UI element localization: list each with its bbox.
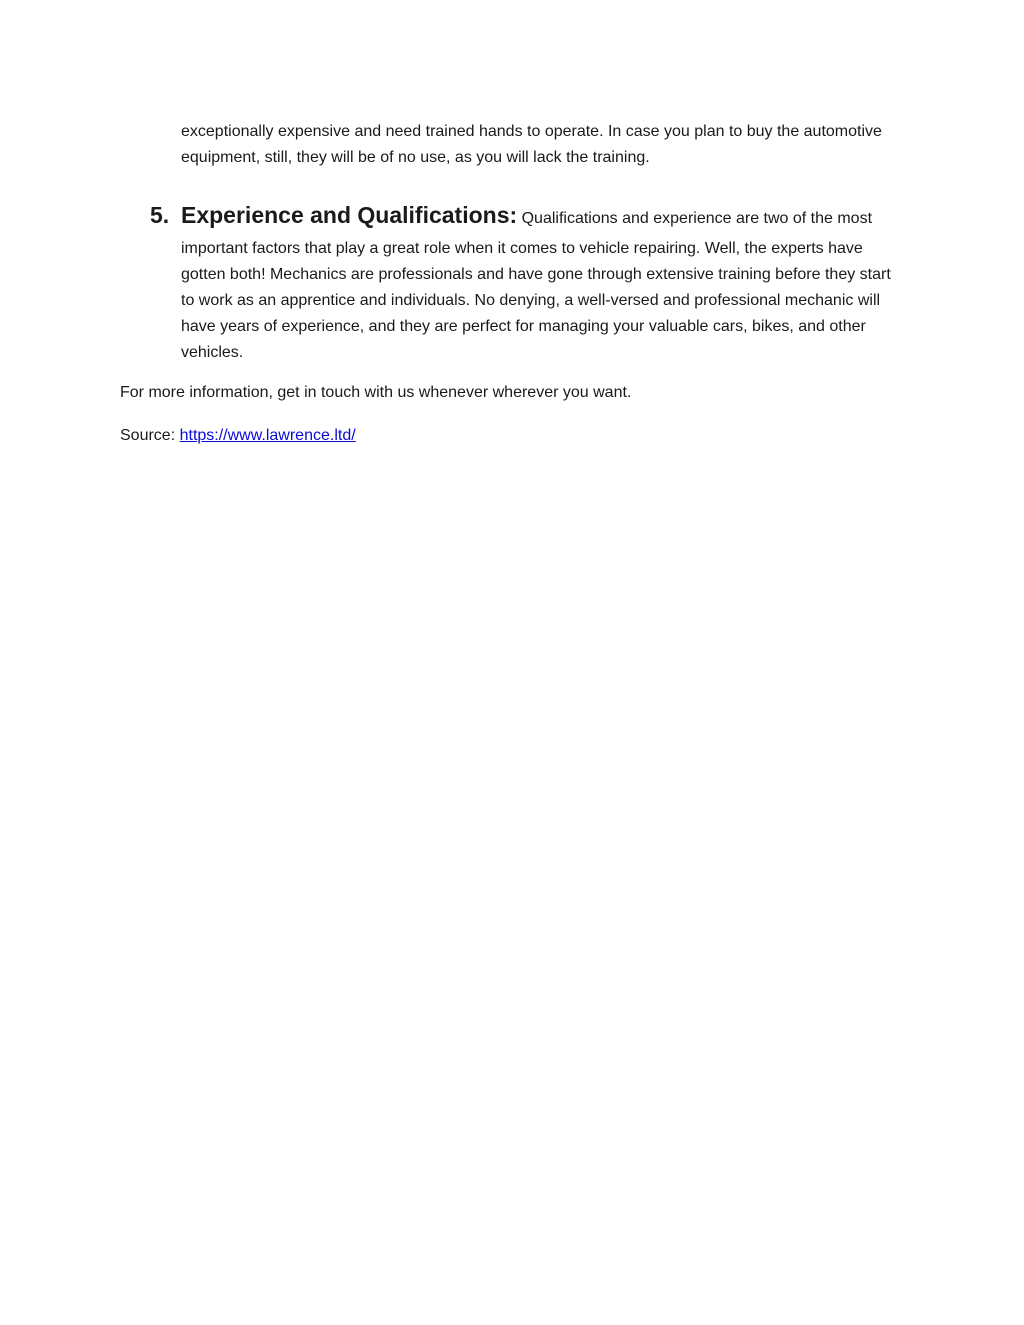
info-paragraph: For more information, get in touch with us whenever wherever you want. bbox=[120, 384, 632, 401]
list-item-first-line bbox=[181, 198, 907, 236]
section-heading: Experience and Qualifications: bbox=[181, 202, 518, 228]
source-line bbox=[120, 423, 910, 449]
source-label: Source: bbox=[120, 427, 180, 444]
list-number: 5. bbox=[150, 202, 170, 228]
continued-paragraph: exceptionally expensive and need trained hands to operate. In case you plan to buy the automotive equipment, still, they will be of no use, as you will lack the training. bbox=[181, 123, 882, 166]
list-item-text-first: Qualifications and experience are two of the most bbox=[521, 210, 873, 227]
list-item-body bbox=[181, 198, 907, 366]
list-item-text-rest: important factors that play a great role when it comes to vehicle repairing. Well, the experts have gotten both! Mechanics are professionals and have gone through extensive training before they start to work as an apprentice and individuals. No denying, a well-versed and professional mechanic will have years of experience, and they are perfect for managing your valuable cars, bikes, and other vehicles. bbox=[181, 240, 891, 361]
source-link[interactable]: https://www.lawrence.ltd/ bbox=[179, 427, 356, 444]
